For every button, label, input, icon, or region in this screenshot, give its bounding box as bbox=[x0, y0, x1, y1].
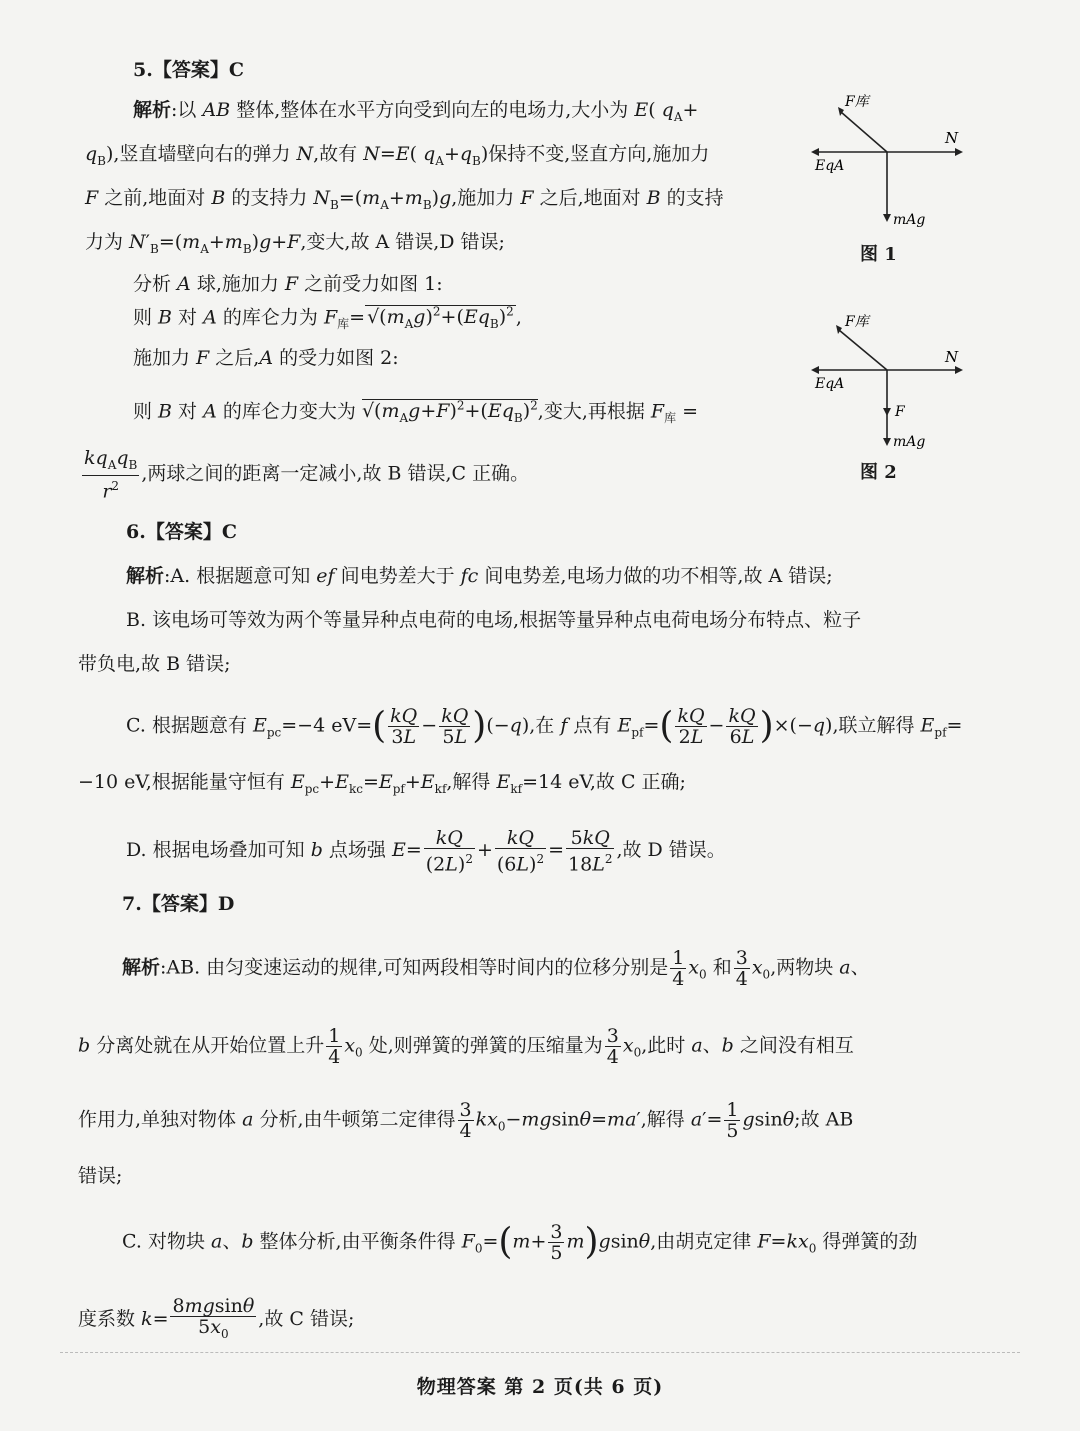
q6-answer-label: 6.【答案】C bbox=[126, 521, 237, 543]
q5-paragraph-4: 力为 $N'_B=(m_A+m_B)g+F$,变大,故 A 错误,D 错误; bbox=[85, 231, 505, 256]
q5-paragraph-2: $q_B$),竖直墙壁向右的弹力 N,故有 N=E( $q_A+q_B$)保持不变,竖直方向,施加力 bbox=[85, 143, 710, 168]
n-label-1: N bbox=[945, 129, 959, 147]
figure-1-caption: 图 1 bbox=[860, 244, 897, 265]
footer-rule bbox=[60, 1352, 1020, 1353]
q7-paragraph-4: 错误; bbox=[78, 1165, 123, 1187]
q6-part-b1: B. 该电场可等效为两个等量异种点电荷的电场,根据等量异种点电荷电场分布特点、粒子 bbox=[126, 609, 862, 631]
f-label-2: F bbox=[895, 404, 905, 420]
fku-label-2: F库 bbox=[845, 314, 869, 330]
q7-paragraph-2: b 分离处就在从开始位置上升 $\frac{1}{4}$ $x_0$ 处,则弹簧的弹簧的压缩量为 $\frac{3}{4}$ $x_0$,此时 a、b 之间没有相互 bbox=[78, 1025, 854, 1068]
q7-part-c1: C. 对物块 a、b 整体分析,由平衡条件得 $F_0=(m+$ $\frac{3}{5}$ m)gsinθ,由胡克定律 $F=kx_0$ 得弹簧的劲 bbox=[122, 1221, 918, 1264]
page-footer: 物理答案 第 2 页(共 6 页) bbox=[416, 1376, 664, 1398]
q7-answer-label: 7.【答案】D bbox=[122, 893, 235, 915]
force-diagram-2 bbox=[805, 308, 975, 458]
q6-part-a: 解析:A. 根据题意可知 ef 间电势差大于 fc 间电势差,电场力做的功不相等,故 A 错误; bbox=[126, 565, 833, 587]
eq-label-2: EqA bbox=[815, 376, 845, 392]
q5-paragraph-1: 解析:以 AB 整体,整体在水平方向受到向左的电场力,大小为 E( $q_A+$ bbox=[133, 99, 699, 124]
force-diagram-1 bbox=[805, 88, 975, 238]
eq-label-1: EqA bbox=[815, 158, 845, 174]
q6-part-b2: 带负电,故 B 错误; bbox=[78, 653, 231, 675]
q5-paragraph-8: 则 B 对 A 的库仑力变大为 $√(m_Ag+F)^2+(Eq_B)^2$,变大,再根据 $F_库$ = bbox=[133, 399, 699, 426]
q5-paragraph-5: 分析 A 球,施加力 F 之前受力如图 1: bbox=[133, 273, 443, 295]
q6-part-c1: C. 根据题意有 $E_{pc}=-4$ eV=( $\frac{kQ}{3L}$ − $\frac{kQ}{5L}$ )(−q),在 f 点有 $E_{pf}=$( $\frac{kQ}{2L}$ − $\frac{kQ}{6L}$ )×(−q),联立解得 $E_{pf}=$ bbox=[126, 705, 963, 748]
q7-part-c2: 度系数 k= $\frac{8mgsin\theta}{5x_0}$ ,故 C 错误; bbox=[78, 1295, 355, 1341]
fku-label-1: F库 bbox=[845, 94, 869, 110]
q6-part-c2: −10 eV,根据能量守恒有 $E_{pc}+E_{kc}=E_{pf}+E_{kf}$,解得 $E_{kf}=14$ eV,故 C 正确; bbox=[78, 771, 686, 796]
mg-label-2: mAg bbox=[893, 434, 926, 450]
figure-2-caption: 图 2 bbox=[860, 462, 897, 483]
q5-paragraph-7: 施加力 F 之后,A 的受力如图 2: bbox=[133, 347, 399, 369]
q5-paragraph-9: $\frac{kq_Aq_B}{r^2}$ ,两球之间的距离一定减小,故 B 错误,C 正确。 bbox=[84, 447, 530, 503]
q5-paragraph-6: 则 B 对 A 的库仑力为 $F_库= √(m_Ag)^2+(Eq_B)^2$ , bbox=[133, 305, 522, 332]
n-label-2: N bbox=[945, 348, 959, 366]
q5-paragraph-3: F 之前,地面对 B 的支持力 $N_B=(m_A+m_B)g$,施加力 F 之后,地面对 B 的支持 bbox=[85, 187, 724, 212]
mg-label-1: mAg bbox=[893, 212, 926, 228]
q7-paragraph-3: 作用力,单独对物体 a 分析,由牛顿第二定律得 $\frac{3}{4}$ $kx_0-mgsin\theta=ma'$,解得 a′= $\frac{1}{5}$ gsinθ;故 AB bbox=[78, 1099, 854, 1142]
q7-paragraph-1: 解析:AB. 由匀变速运动的规律,可知两段相等时间内的位移分别是 $\frac{1}{4}$ $x_0$ 和 $\frac{3}{4}$ $x_0$,两物块 a、 bbox=[122, 947, 870, 990]
q5-answer-label: 5.【答案】C bbox=[133, 59, 244, 81]
q6-part-d: D. 根据电场叠加可知 b 点场强 E= $\frac{kQ}{(2L)^2}$ + $\frac{kQ}{(6L)^2}$ = $\frac{5kQ}{18L^2}$ ,故 D 错误。 bbox=[126, 827, 726, 876]
fku-arrow bbox=[841, 112, 887, 152]
